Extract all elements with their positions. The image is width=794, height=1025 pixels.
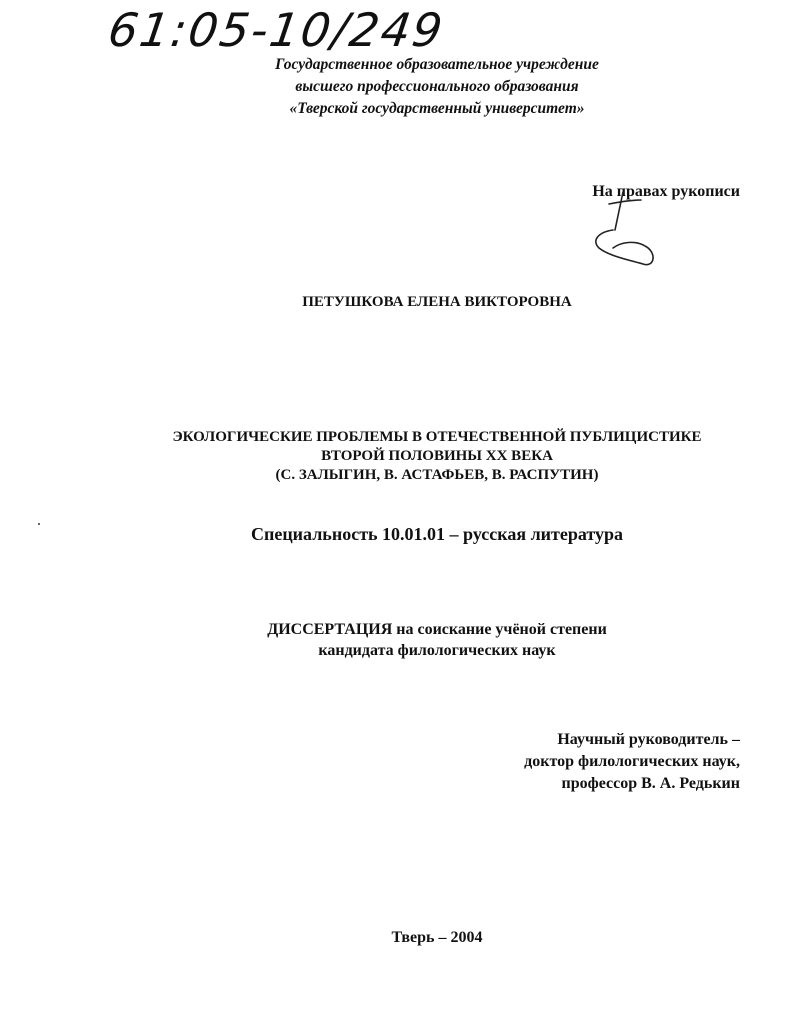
handwritten-archive-number [105,0,465,60]
rights-label: На правах рукописи [592,183,740,200]
supervisor-line-1: Научный руководитель – [557,731,740,748]
title-line-1: ЭКОЛОГИЧЕСКИЕ ПРОБЛЕМЫ В ОТЕЧЕСТВЕННОЙ ПУБЛИЦИСТИКЕ [172,429,702,445]
institution-header [150,54,724,120]
institution-line-3: «Тверской государственный университет» [289,100,585,117]
dissertation-title [120,428,754,485]
title-line-3: (С. ЗАЛЫГИН, В. АСТАФЬЕВ, В. РАСПУТИН) [275,467,599,483]
dissertation-line-2: кандидата филологических наук [318,642,556,659]
supervisor-line-2: доктор филологических наук, [524,753,740,770]
dissertation-degree [150,619,724,661]
title-line-2: ВТОРОЙ ПОЛОВИНЫ XX ВЕКА [321,448,553,464]
institution-line-1: Государственное образовательное учреждение [275,56,599,73]
place-year: Тверь – 2004 [391,929,483,946]
archive-number-text: 61:05-10/249 [105,3,448,57]
specialty: Специальность 10.01.01 – русская литература [250,524,624,544]
signature [585,190,665,275]
scan-speck [38,523,40,525]
institution-line-2: высшего профессионального образования [295,78,579,95]
supervisor-line-3: профессор В. А. Редькин [561,775,740,792]
author-name: ПЕТУШКОВА ЕЛЕНА ВИКТОРОВНА [302,294,572,310]
dissertation-line-1: ДИССЕРТАЦИЯ на соискание учёной степени [267,621,607,638]
supervisor-block [440,729,740,795]
